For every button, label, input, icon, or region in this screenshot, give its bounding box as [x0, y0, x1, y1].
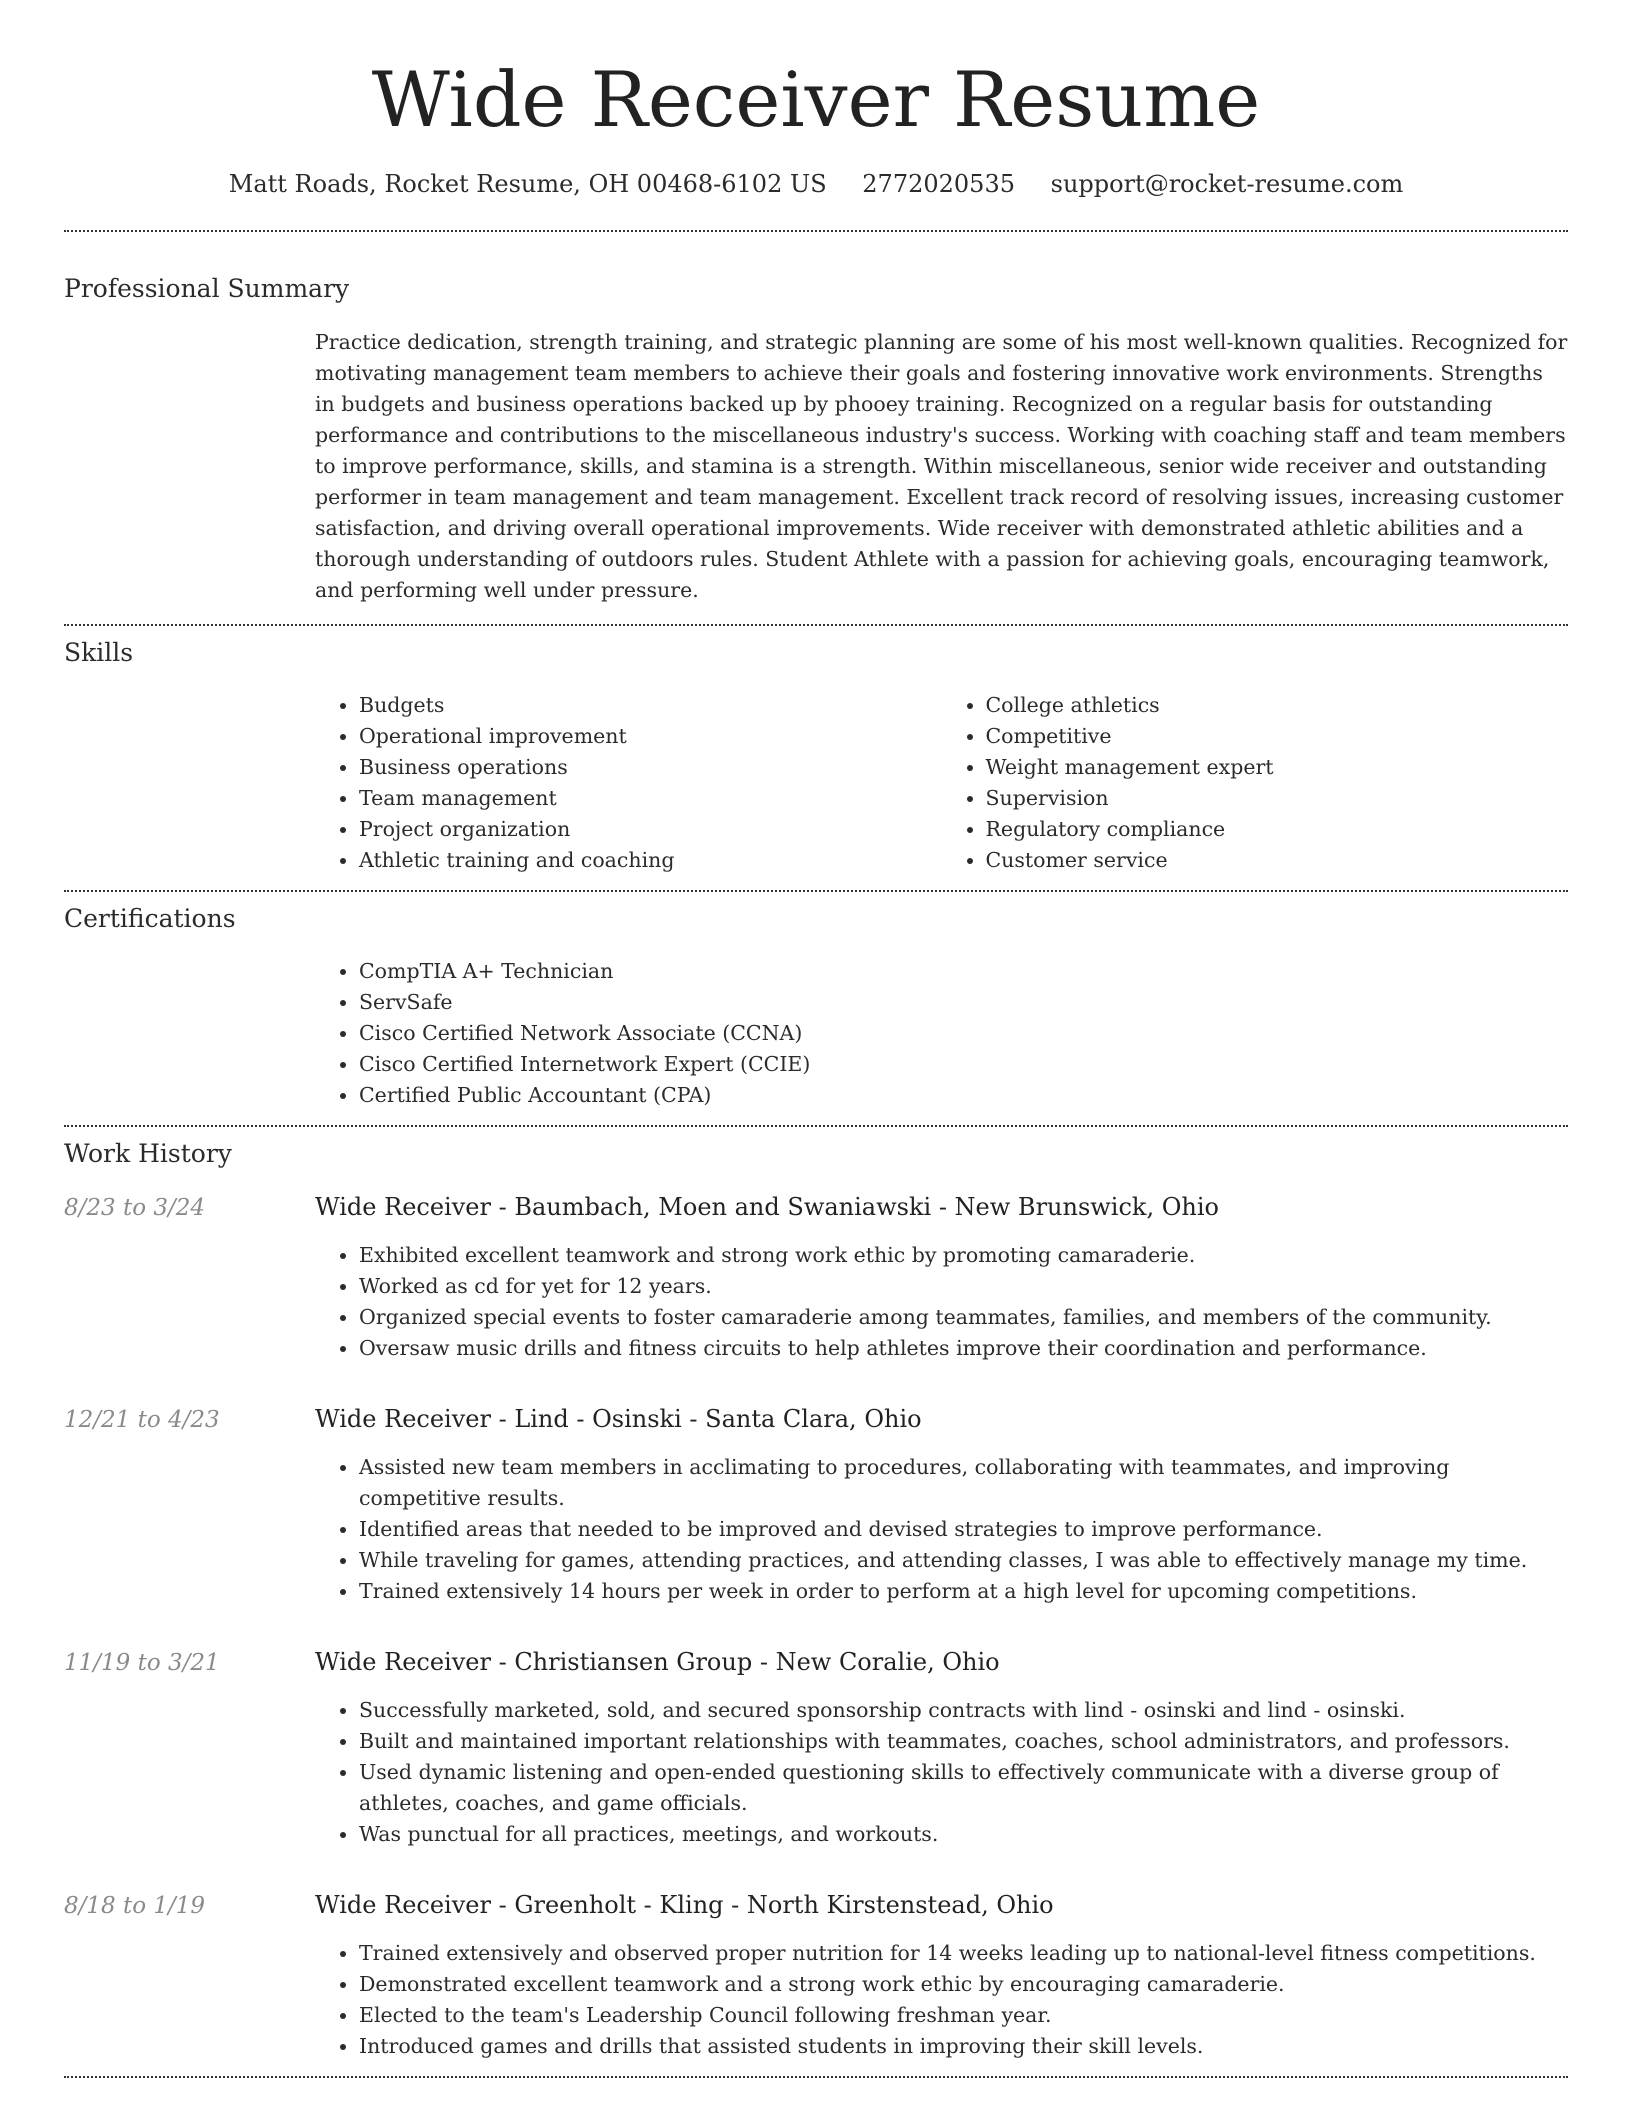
skill-item: • Weight management expert	[986, 752, 1569, 783]
job-bullet: • Trained extensively 14 hours per week in order to perform at a high level for upcoming competitions.	[359, 1576, 1568, 1607]
certification-item: • Cisco Certified Network Associate (CCNA)	[359, 1018, 1568, 1049]
skills-heading: Skills	[64, 638, 134, 667]
job-bullet: • Was punctual for all practices, meetings, and workouts.	[359, 1819, 1568, 1850]
skill-item: • Regulatory compliance	[986, 814, 1569, 845]
job-bullet: • Oversaw music drills and fitness circuits to help athletes improve their coordination and performance.	[359, 1333, 1568, 1364]
work-history-section	[64, 1127, 1568, 2062]
job-dates: 8/23 to 3/24	[64, 1195, 206, 1221]
certification-item: • Cisco Certified Internetwork Expert (CCIE)	[359, 1049, 1568, 1080]
job-bullet: • Assisted new team members in acclimating to procedures, collaborating with teammates, and improving competitive results.	[359, 1452, 1568, 1514]
job-header	[64, 1889, 1568, 1922]
resume-page	[64, 0, 1568, 2078]
job-bullet: • Trained extensively and observed proper nutrition for 14 weeks leading up to national-level fitness competitions.	[359, 1938, 1568, 1969]
job-header	[64, 1646, 1568, 1679]
job-bullet: • While traveling for games, attending practices, and attending classes, I was able to effectively manage my time.	[359, 1545, 1568, 1576]
job-title: Wide Receiver - Greenholt - Kling - North Kirstenstead, Ohio	[315, 1891, 1054, 1919]
skill-item: • Supervision	[986, 783, 1569, 814]
job-title: Wide Receiver - Christiansen Group - New Coralie, Ohio	[315, 1648, 1000, 1676]
contact-phone: 2772020535	[862, 170, 1015, 198]
skill-item: • Athletic training and coaching	[359, 845, 942, 876]
skill-item: • Operational improvement	[359, 721, 942, 752]
skills-section	[64, 626, 1568, 876]
summary-section	[64, 232, 1568, 606]
section-divider	[64, 2076, 1568, 2078]
summary-heading: Professional Summary	[64, 274, 350, 303]
skill-item: • Budgets	[359, 690, 942, 721]
job-bullet: • Exhibited excellent teamwork and strong work ethic by promoting camaraderie.	[359, 1240, 1568, 1271]
contact-email: support@rocket-resume.com	[1050, 170, 1404, 198]
summary-text: Practice dedication, strength training, and strategic planning are some of his most well-known qualities. Recognized for motivating management team members to achieve their goals and fostering innovative work environments. Strengths in budgets and business operations backed up by phooey training. Recognized on a regular basis for outstanding performance and contributions to the miscellaneous industry's success. Working with coaching staff and team members to improve performance, skills, and stamina is a strength. Within miscellaneous, senior wide receiver and outstanding performer in team management and team management. Excellent track record of resolving issues, increasing customer satisfaction, and driving overall operational improvements. Wide receiver with demonstrated athletic abilities and a thorough understanding of outdoors rules. Student Athlete with a passion for achieving goals, encouraging teamwork, and performing well under pressure.	[315, 330, 1568, 602]
contact-line	[64, 168, 1568, 200]
job-title: Wide Receiver - Baumbach, Moen and Swaniawski - New Brunswick, Ohio	[315, 1193, 1219, 1221]
skills-right-column	[942, 690, 1569, 876]
page-title: Wide Receiver Resume	[371, 55, 1261, 144]
certifications-section	[64, 892, 1568, 1111]
skills-list	[315, 690, 1568, 876]
job-bullet: • Introduced games and drills that assisted students in improving their skill levels.	[359, 2031, 1568, 2062]
job-bullet: • Organized special events to foster camaraderie among teammates, families, and members of the community.	[359, 1302, 1568, 1333]
job-dates: 8/18 to 1/19	[64, 1893, 206, 1919]
job-dates: 11/19 to 3/21	[64, 1650, 220, 1676]
job-bullet: • Successfully marketed, sold, and secured sponsorship contracts with lind - osinski and lind - osinski.	[359, 1695, 1568, 1726]
skills-left-column	[315, 690, 942, 876]
job-bullet: • Built and maintained important relationships with teammates, coaches, school administrators, and professors.	[359, 1726, 1568, 1757]
job-dates: 12/21 to 4/23	[64, 1407, 220, 1433]
skill-item: • Customer service	[986, 845, 1569, 876]
job-bullet: • Identified areas that needed to be improved and devised strategies to improve performance.	[359, 1514, 1568, 1545]
certification-item: • Certified Public Accountant (CPA)	[359, 1080, 1568, 1111]
job-entry	[64, 1403, 1568, 1607]
certification-item: • CompTIA A+ Technician	[359, 956, 1568, 987]
skill-item: • Business operations	[359, 752, 942, 783]
job-title: Wide Receiver - Lind - Osinski - Santa Clara, Ohio	[315, 1405, 922, 1433]
job-bullet: • Worked as cd for yet for 12 years.	[359, 1271, 1568, 1302]
work-history-heading: Work History	[64, 1139, 232, 1168]
job-header	[64, 1191, 1568, 1224]
skill-item: • College athletics	[986, 690, 1569, 721]
job-bullet: • Used dynamic listening and open-ended questioning skills to effectively communicate with a diverse group of athletes, coaches, and game officials.	[359, 1757, 1568, 1819]
job-entry	[64, 1646, 1568, 1850]
job-bullet: • Demonstrated excellent teamwork and a strong work ethic by encouraging camaraderie.	[359, 1969, 1568, 2000]
certification-item: • ServSafe	[359, 987, 1568, 1018]
job-entry	[64, 1191, 1568, 1364]
skill-item: • Project organization	[359, 814, 942, 845]
job-header	[64, 1403, 1568, 1436]
skill-item: • Competitive	[986, 721, 1569, 752]
job-entry	[64, 1889, 1568, 2062]
certifications-heading: Certifications	[64, 904, 236, 933]
certifications-list	[315, 956, 1568, 1111]
job-bullet: • Elected to the team's Leadership Council following freshman year.	[359, 2000, 1568, 2031]
skill-item: • Team management	[359, 783, 942, 814]
contact-address: Matt Roads, Rocket Resume, OH 00468-6102 US	[228, 170, 827, 198]
